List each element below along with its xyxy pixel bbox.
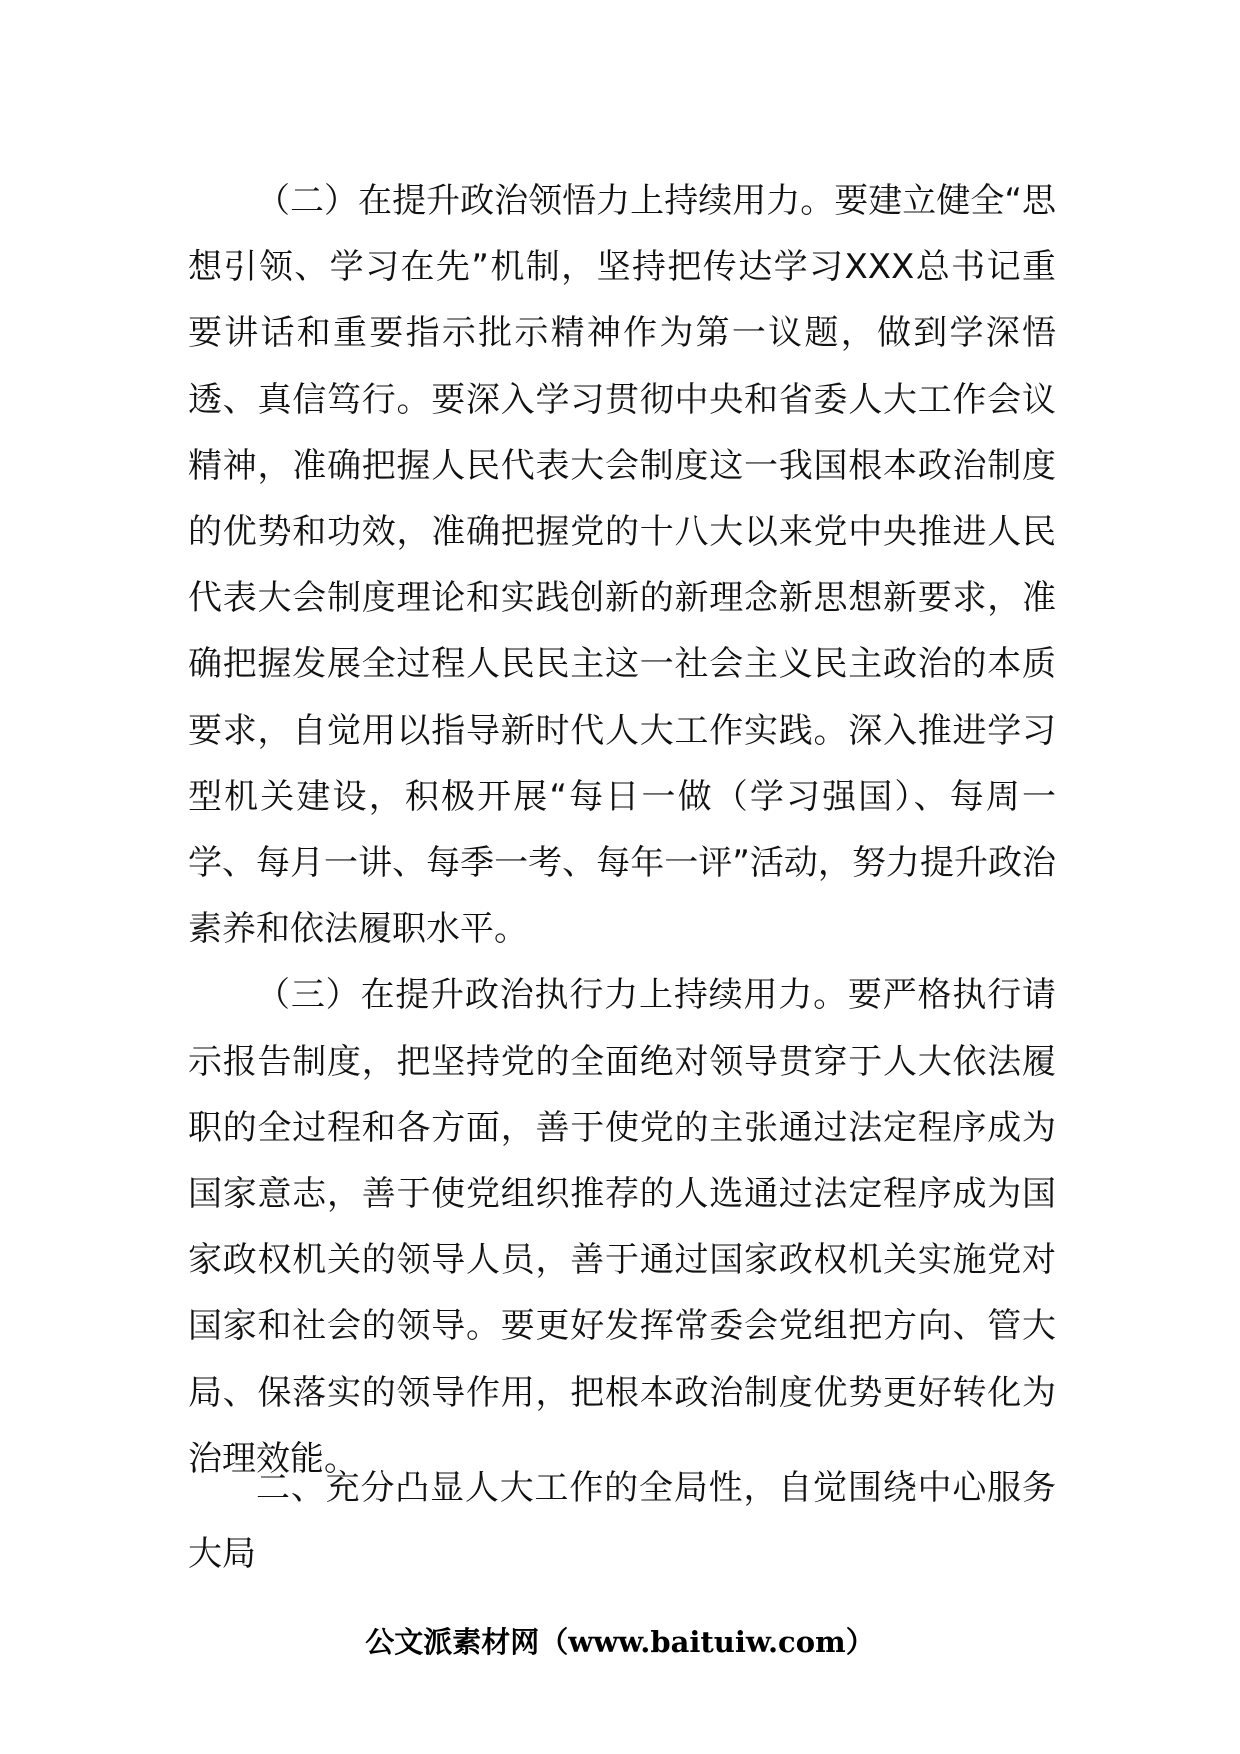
paragraph-political-understanding: （二）在提升政治领悟力上持续用力。要建立健全“思想引领、学习在先”机制，坚持把传达学习XXX总书记重要讲话和重要指示批示精神作为第一议题，做到学深悟透、真信笃行。要深入学习贯彻中央和省委人大工作会议精神，准确把握人民代表大会制度这一我国根本政治制度的优势和功效，准确把握党的十八大以来党中央推进人民代表大会制度理论和实践创新的新理念新思想新要求，准确把握发展全过程人民民主这一社会主义民主政治的本质要求，自觉用以指导新时代人大工作实践。深入推进学习型机关建设，积极开展“每日一做（学习强国）、每周一学、每月一讲、每季一考、每年一评”活动，努力提升政治素养和依法履职水平。 [188, 181, 1056, 950]
document-body [188, 168, 1056, 1492]
footer-watermark: 公文派素材网（www.baituiw.com） [365, 1625, 875, 1659]
paragraph-political-execution: （三）在提升政治执行力上持续用力。要严格执行请示报告制度，把坚持党的全面绝对领导贯穿于人大依法履职的全过程和各方面，善于使党的主张通过法定程序成为国家意志，善于使党组织推荐的人选通过法定程序成为国家政权机关的领导人员，善于通过国家政权机关实施党对国家和社会的领导。要更好发挥常委会党组把方向、管大局、保落实的领导作用，把根本政治制度优势更好转化为治理效能。 [188, 975, 1056, 1479]
section-heading: 二、充分凸显人大工作的全局性，自觉围绕中心服务大局 [188, 1468, 1056, 1574]
